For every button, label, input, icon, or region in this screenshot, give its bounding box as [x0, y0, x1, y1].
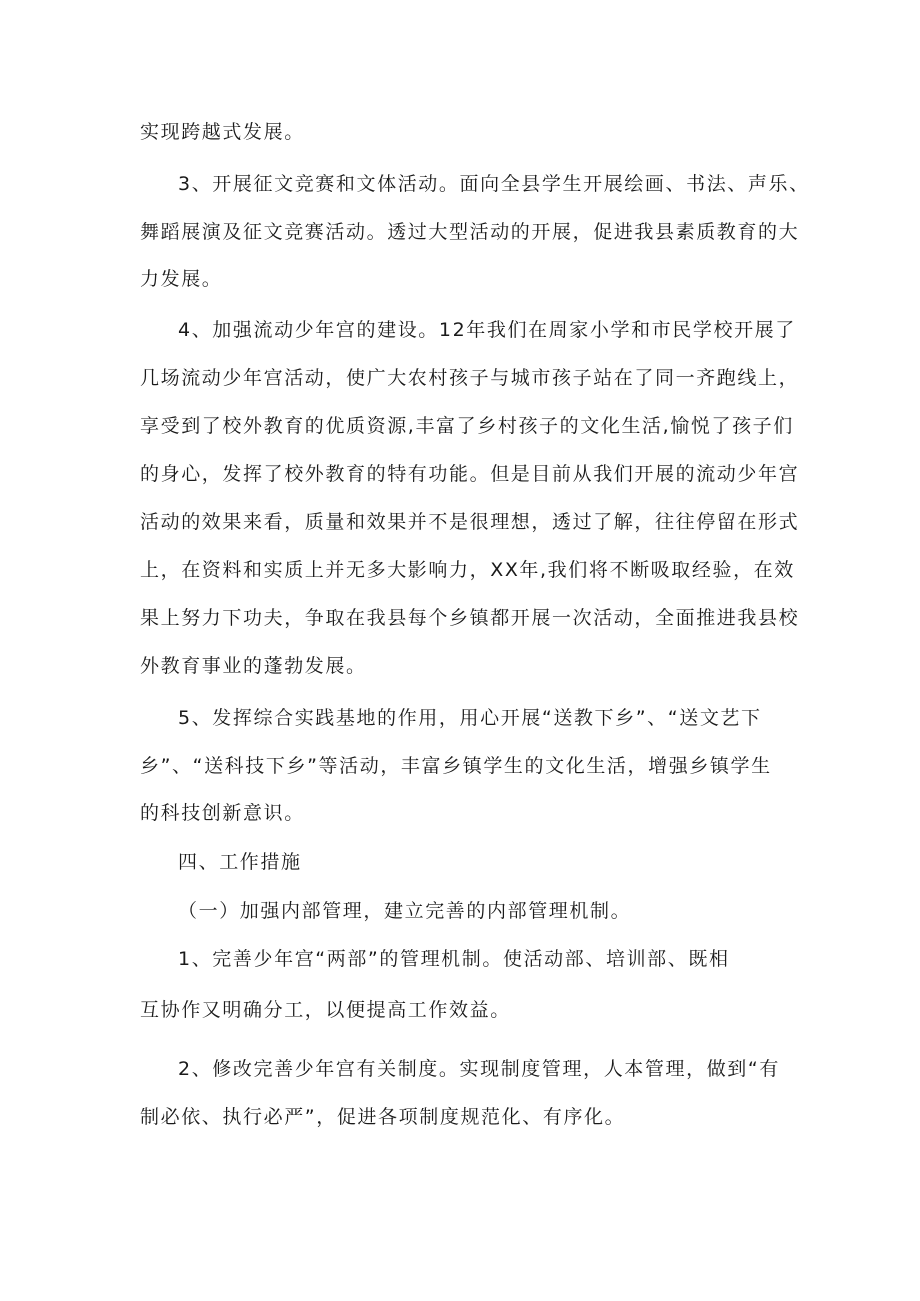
text-line: 舞蹈展演及征文竞赛活动。透过大型活动的开展，促进我县素质教育的大 — [140, 221, 800, 243]
text-line: 外教育事业的蓬勃发展。 — [140, 655, 367, 677]
text-line: 实现跨越式发展。 — [140, 121, 305, 143]
text-line: 享受到了校外教育的优质资源,丰富了乡村孩子的文化生活,愉悦了孩子们 — [140, 415, 794, 437]
text-line: 的科技创新意识。 — [140, 802, 305, 824]
subsection-heading: （一）加强内部管理，建立完善的内部管理机制。 — [178, 900, 632, 922]
text-line: 乡”、“送科技下乡”等活动，丰富乡镇学生的文化生活，增强乡镇学生 — [140, 755, 772, 777]
text-line: 3、开展征文竞赛和文体活动。面向全县学生开展绘画、书法、声乐、 — [178, 173, 810, 195]
section-heading: 四、工作措施 — [178, 851, 302, 873]
text-line: 5、发挥综合实践基地的作用，用心开展“送教下乡”、“送文艺下 — [178, 707, 762, 729]
text-line: 的身心，发挥了校外教育的特有功能。但是目前从我们开展的流动少年宫 — [140, 463, 800, 485]
text-line: 果上努力下功夫，争取在我县每个乡镇都开展一次活动，全面推进我县校 — [140, 607, 800, 629]
text-line: 活动的效果来看，质量和效果并不是很理想，透过了解，往往停留在形式 — [140, 511, 800, 533]
text-line: 力发展。 — [140, 268, 223, 290]
text-line: 1、完善少年宫“两部”的管理机制。使活动部、培训部、既相 — [178, 948, 730, 970]
text-line: 2、修改完善少年宫有关制度。实现制度管理，人本管理，做到“有 — [178, 1058, 780, 1080]
text-line: 互协作又明确分工，以便提高工作效益。 — [140, 999, 511, 1021]
text-line: 制必依、执行必严”，促进各项制度规范化、有序化。 — [140, 1106, 626, 1128]
text-line: 几场流动少年宫活动，使广大农村孩子与城市孩子站在了同一齐跑线上， — [140, 367, 800, 389]
text-line: 4、加强流动少年宫的建设。12年我们在周家小学和市民学校开展了 — [178, 319, 796, 341]
text-line: 上，在资料和实质上并无多大影响力，XX年,我们将不断吸取经验，在效 — [140, 559, 795, 581]
